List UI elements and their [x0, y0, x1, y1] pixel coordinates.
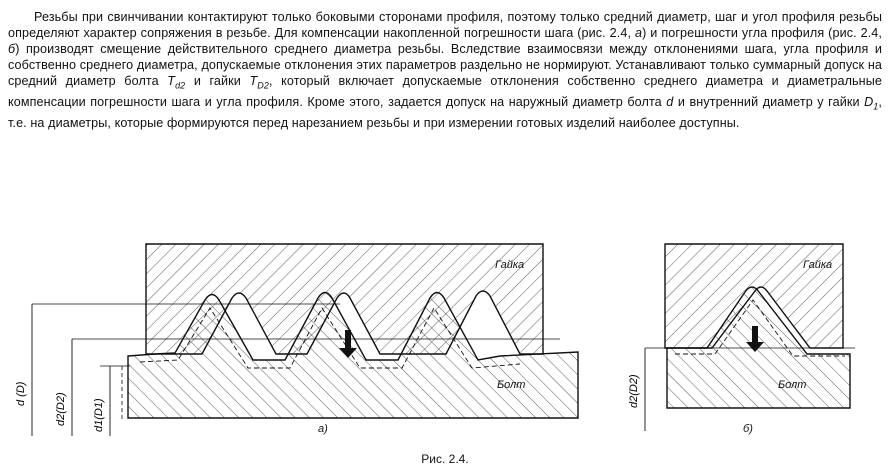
figure-b: [615, 236, 885, 446]
nut-label: Гайка: [495, 259, 525, 271]
label-d1: d1(D1): [93, 398, 105, 432]
fig-ref-b: б: [8, 42, 16, 57]
label-d2-b: d2(D2): [628, 374, 640, 408]
bolt-label: Болт: [497, 379, 526, 391]
text-run: Резьбы при свинчивании контактируют только боковыми сторонами профиля, поэтому только средний диаметр, шаг и угол профиля резьбы определяют характер сопряжения в резьбе. Для компенсации накопленной погрешности шага (рис. 2.4,: [8, 10, 882, 41]
label-d2: d2(D2): [55, 392, 67, 426]
symbol-D1: $D_1$: [864, 94, 879, 112]
text-run: , который включает допускаемые отклонения собственно среднего диаметра и диаметральные компенсации погрешности шага и угла профиля. Кроме этого, задается допуск на наружный диаметр болта: [8, 74, 882, 109]
paragraph: [8, 9, 882, 131]
sublabel-a: а): [318, 423, 328, 435]
symbol-d: d: [666, 94, 674, 109]
text-run: ) производят смещение действительного среднего диаметра резьбы. Вследствие взаимосвязи между отклонениями шага, угла профиля и собственно среднего диаметра, допускаемые отклонения этих параметров раздельно не нормируют. Устанавливают только суммарный допуск на средний диаметр болта: [8, 42, 882, 89]
fig-ref-a: а: [635, 26, 643, 41]
sublabel-b: б): [743, 423, 753, 435]
text-run: и внутренний диаметр у гайки: [673, 94, 865, 109]
symbol-TD2: $T_{D2}$: [249, 74, 269, 91]
figure-caption: Рис. 2.4.: [421, 452, 469, 466]
text-run: , т.е. на диаметры, которые формируются перед нарезанием резьбы и при измерении готовых изделий наиболее доступны.: [8, 94, 882, 130]
text-run: ) и погрешности угла профиля (рис. 2.4,: [642, 26, 883, 41]
figure-a: [0, 236, 600, 446]
text-run: и гайки: [185, 74, 250, 89]
label-d: d (D): [15, 381, 27, 406]
symbol-Td2: $T_{d2}$: [167, 74, 186, 91]
nut-label-b: Гайка: [803, 259, 833, 271]
bolt-label-b: Болт: [778, 379, 807, 391]
body-text: [8, 9, 882, 131]
